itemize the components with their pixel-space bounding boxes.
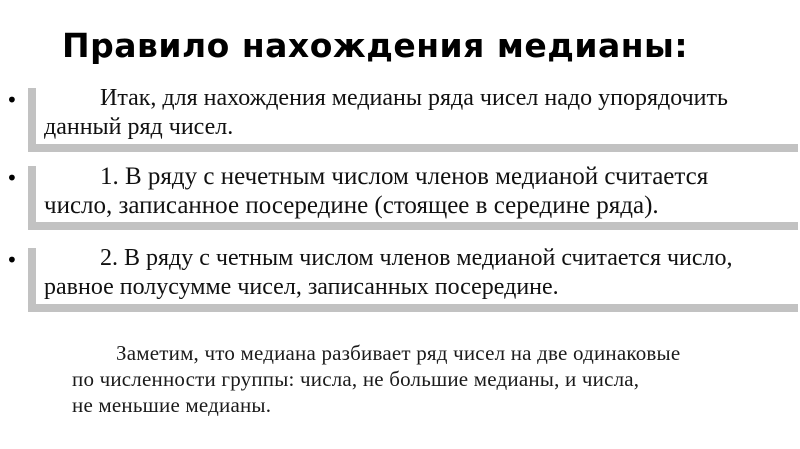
rule-block-ordering — [28, 85, 798, 152]
note-line: Заметим, что медиана разбивает ряд чисел на две одинаковые — [116, 341, 681, 365]
bullet-marker: • — [6, 166, 18, 190]
bullet-marker: • — [6, 88, 18, 112]
rule-text — [44, 162, 708, 220]
rule-text — [44, 244, 733, 302]
rule-text — [44, 84, 728, 142]
rule-line: число, записанное посередине (стоящее в середине ряда). — [44, 192, 659, 219]
rule-line: Итак, для нахождения медианы ряда чисел надо упорядочить — [100, 85, 728, 111]
rule-block-odd-count — [28, 163, 798, 230]
note-line: не меньшие медианы. — [72, 393, 272, 417]
rule-block-even-count — [28, 245, 798, 312]
note-line: по численности группы: числа, не большие медианы, и числа, — [72, 367, 640, 391]
rule-line: 2. В ряду с четным числом членов медианой считается число, — [100, 245, 733, 271]
rule-line: данный ряд чисел. — [44, 114, 234, 140]
slide-title: Правило нахождения медианы: — [62, 26, 689, 65]
rule-line: равное полусумме чисел, записанных посередине. — [44, 274, 559, 300]
bullet-marker: • — [6, 248, 18, 272]
rule-line: 1. В ряду с нечетным числом членов медианой считается — [100, 163, 709, 190]
median-note — [72, 340, 680, 418]
